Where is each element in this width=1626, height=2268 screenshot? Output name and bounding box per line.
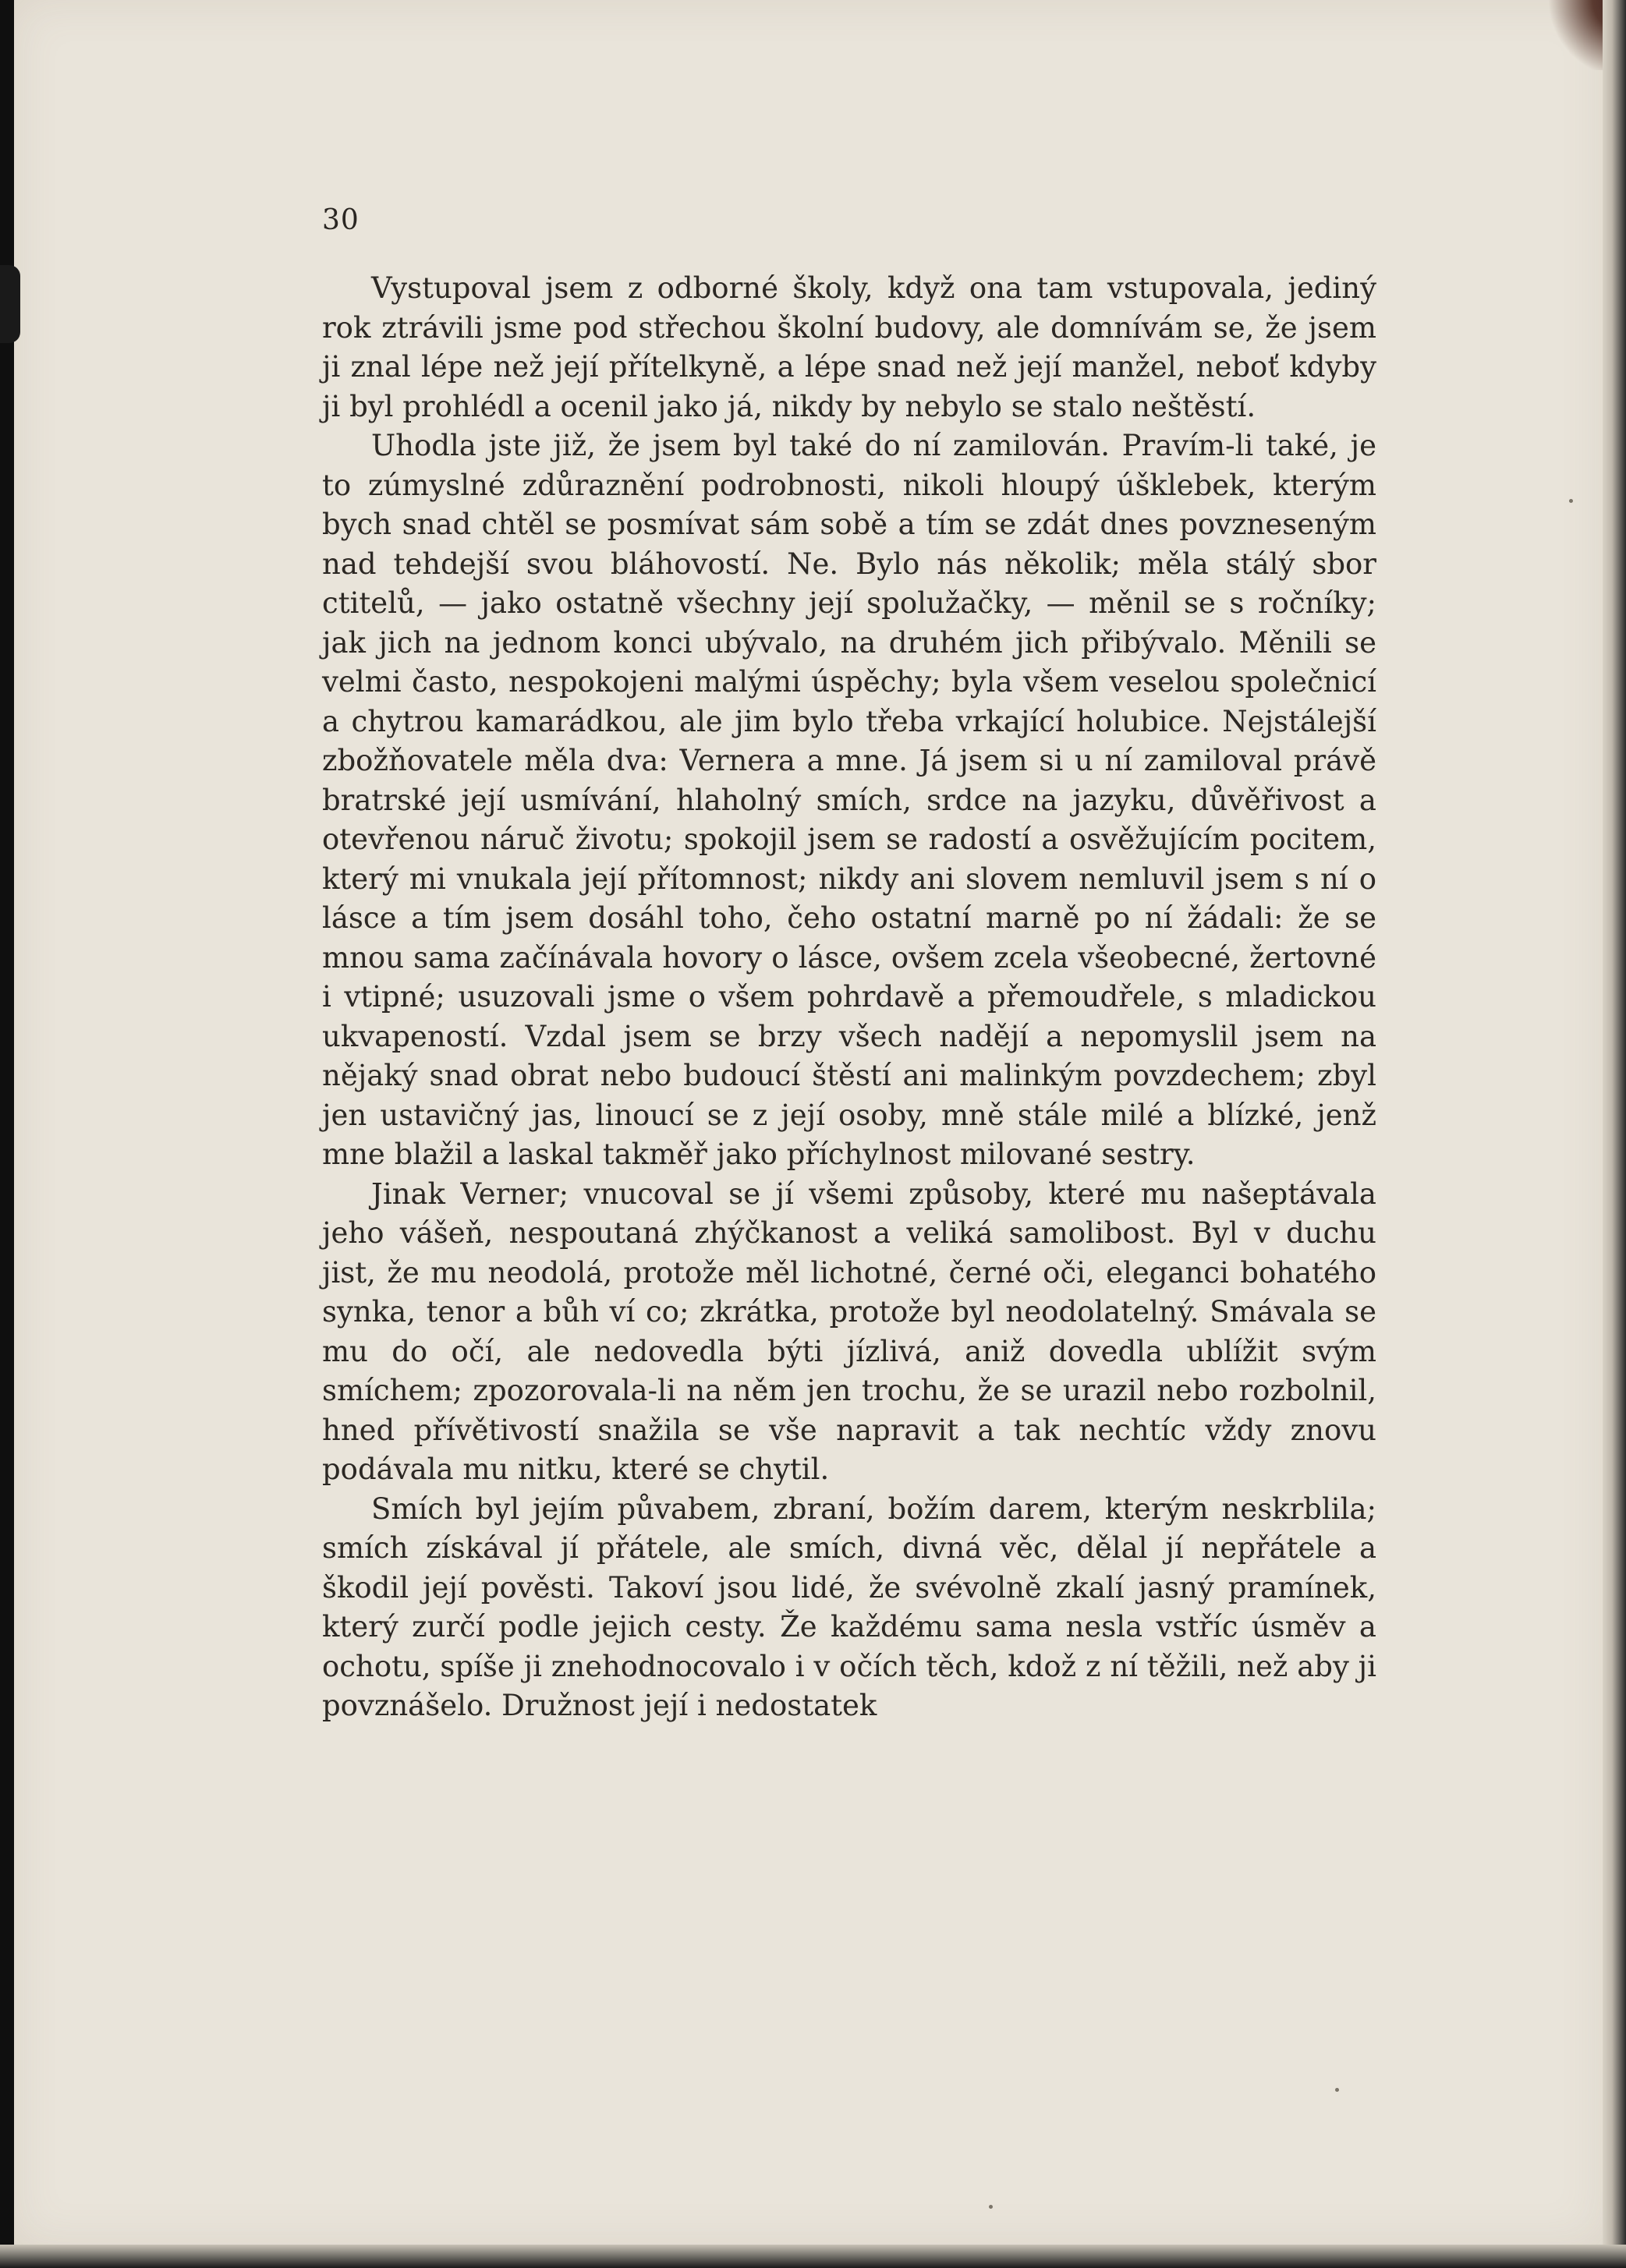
page-number: 30 <box>322 204 360 236</box>
paragraph: Smích byl jejím půvabem, zbraní, božím darem, kterým neskrblila; smích získával jí přátele, ale smích, divná věc, dělal jí nepřátele a škodil její pověsti. Takoví jsou lidé, že svévolně zkalí jasný pramínek, který zurčí podle jejich cesty. Že každému sama nesla vstříc úsměv a ochotu, spíše ji znehodnocovalo i v očích těch, kdož z ní těžili, než aby ji povznášelo. Družnost její i nedostatek <box>322 1491 1376 1722</box>
paragraph: Uhodla jste již, že jsem byl také do ní zamilován. Pravím-li také, je to zúmyslné zdůraznění podrobnosti, nikoli hloupý úšklebek, kterým bych snad chtěl se posmívat sám sobě a tím se zdát dnes povzneseným nad tehdejší svou bláhovostí. Ne. Bylo nás několik; měla stálý sbor ctitelů, — jako ostatně všechny její spolužačky, — měnil se s ročníky; jak jich na jednom konci ubývalo, na druhém jich přibývalo. Měnili se velmi často, nespokojeni malými úspěchy; byla všem veselou společnicí a chytrou kamarádkou, ale jim bylo třeba vrkající holubice. Nejstálejší zbožňovatele měla dva: Vernera a mne. Já jsem si u ní zamiloval právě bratrské její usmívání, hlaholný smích, srdce na jazyku, důvěřivost a otevřenou náruč životu; spokojil jsem se radostí a osvěžujícím pocitem, který mi vnukala její přítomnost; nikdy ani slovem nemluvil jsem s ní o lásce a tím jsem dosáhl toho, čeho ostatní marně po ní žádali: že se mnou sama začínávala hovory o lásce, ovšem zcela všeobecné, žertovné i vtipné; usuzovali jsme o všem pohrdavě a přemoudřele, s mladickou ukvapeností. Vzdal jsem se brzy všech nadějí a nepomyslil jsem na nějaký snad obrat nebo budoucí štěstí ani malinkým povzdechem; zbyl jen ustavičný jas, linoucí se z její osoby, mně stále milé a blízké, jenž mne blažil a laskal takměř jako příchylnost milované sestry. <box>322 429 1376 1171</box>
paper-speck <box>1569 499 1573 503</box>
paper-speck <box>989 2205 993 2209</box>
binding-mark <box>0 265 20 343</box>
body-text <box>322 269 1376 1726</box>
paragraph: Vystupoval jsem z odborné školy, když ona tam vstupovala, jediný rok ztrávili jsme pod střechou školní budovy, ale domnívám se, že jsem ji znal lépe než její přítelkyně, a lépe snad než její manžel, neboť kdyby ji byl prohlédl a ocenil jako já, nikdy by nebylo se stalo neštěstí. <box>322 271 1376 423</box>
page-right-edge <box>1603 0 1626 2268</box>
page-bottom-edge <box>0 2245 1626 2268</box>
paragraph: Jinak Verner; vnucoval se jí všemi způsoby, které mu našeptávala jeho vášeň, nespoutaná zhýčkanost a veliká samolibost. Byl v duchu jist, že mu neodolá, protože měl lichotné, černé oči, eleganci bohatého synka, tenor a bůh ví co; zkrátka, protože byl neodolatelný. Smávala se mu do očí, ale nedovedla býti jízlivá, aniž dovedla ublížit svým smíchem; zpozorovala-li na něm jen trochu, že se urazil nebo rozbolnil, hned přívětivostí snažila se vše napravit a tak nechtíc vždy znovu podávala mu nitku, které se chytil. <box>322 1176 1376 1486</box>
paper-speck <box>1335 2088 1339 2092</box>
